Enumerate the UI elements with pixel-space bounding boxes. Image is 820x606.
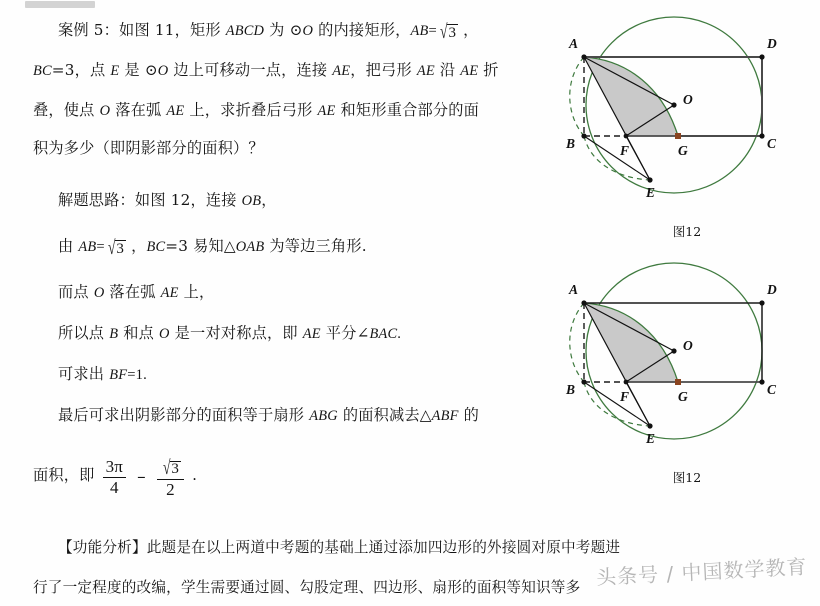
label-F: F bbox=[620, 143, 630, 158]
figure-2-caption: 图12 bbox=[672, 470, 702, 485]
label-G: G bbox=[678, 143, 688, 158]
label-E: E bbox=[646, 431, 656, 446]
text-run: 边上可移动一点，连接 bbox=[168, 61, 333, 79]
text-run: B bbox=[109, 326, 119, 342]
text-run: AE bbox=[166, 103, 185, 119]
text-run: 和矩形重合部分的面 bbox=[335, 101, 480, 119]
text-run: OAB bbox=[235, 239, 265, 255]
label-O: O bbox=[683, 338, 693, 353]
text-run: 的面积减去△ bbox=[337, 406, 432, 424]
text-run: AE bbox=[416, 63, 435, 79]
text-run: ， bbox=[458, 21, 479, 39]
vertex-O bbox=[671, 348, 676, 353]
text-run: E bbox=[110, 63, 120, 79]
text-run: AE bbox=[160, 285, 179, 301]
text-run: =3 易知△ bbox=[165, 237, 236, 255]
text-run: . bbox=[397, 326, 402, 342]
text-run: OB bbox=[241, 193, 262, 209]
vertex-A bbox=[581, 300, 586, 305]
problem-line-4 bbox=[33, 140, 264, 157]
text-run: BC bbox=[33, 63, 52, 79]
solution-line-3 bbox=[58, 284, 214, 302]
analysis-line-2: 行了一定程度的改编，学生需要通过圆、勾股定理、四边形、扇形的面积等知识等多 bbox=[33, 579, 581, 596]
label-E: E bbox=[646, 185, 656, 200]
label-B: B bbox=[566, 136, 576, 151]
solution-line-1 bbox=[58, 192, 277, 210]
analysis-block bbox=[0, 512, 820, 606]
label-D: D bbox=[767, 282, 777, 297]
text-run: AE bbox=[332, 63, 351, 79]
vertex-C bbox=[759, 379, 764, 384]
problem-line-3 bbox=[33, 102, 479, 120]
text-run: 的 bbox=[458, 406, 480, 424]
text-run: 和点 bbox=[118, 324, 160, 342]
text-run: 由 bbox=[58, 237, 79, 255]
text-run: 落在弧 bbox=[110, 101, 167, 119]
shaded-region-fill bbox=[584, 303, 678, 382]
text-run: O bbox=[99, 103, 111, 119]
fraction-3pi-over-4 bbox=[103, 458, 126, 497]
fraction2-numerator bbox=[157, 457, 184, 479]
segment-FE bbox=[626, 382, 650, 426]
problem-line-2 bbox=[33, 62, 499, 80]
text-run: AB bbox=[78, 239, 97, 255]
sqrt-icon: √3 bbox=[439, 20, 457, 43]
label-O: O bbox=[683, 92, 693, 107]
segment-BE bbox=[584, 382, 650, 426]
text-run: O bbox=[157, 63, 169, 79]
solution-line-5 bbox=[58, 366, 147, 384]
dashed-arc-AB bbox=[570, 57, 584, 136]
text-run: 而点 bbox=[58, 283, 94, 301]
text-run: 为等边三角形. bbox=[264, 237, 367, 255]
text-run: 沿 bbox=[434, 61, 461, 79]
text-run: O bbox=[93, 285, 105, 301]
vertex-A bbox=[581, 54, 586, 59]
text-run: 解题思路：如图 12，连接 bbox=[58, 191, 242, 209]
label-B: B bbox=[566, 382, 576, 397]
final-line-suffix: . bbox=[192, 465, 198, 484]
vertex-O bbox=[671, 102, 676, 107]
vertex-C bbox=[759, 133, 764, 138]
text-run: O bbox=[302, 23, 314, 39]
text-run: 上，求折叠后弓形 bbox=[184, 101, 318, 119]
solution-line-4 bbox=[58, 325, 401, 343]
text-run: ，把弓形 bbox=[350, 61, 417, 79]
text-run: AE bbox=[460, 63, 479, 79]
text-run: ， bbox=[261, 191, 277, 209]
vertex-D bbox=[759, 300, 764, 305]
final-line-prefix: 面积，即 bbox=[33, 465, 95, 484]
figure-1-svg bbox=[556, 0, 818, 228]
minus-operator: – bbox=[137, 466, 146, 487]
vertex-B bbox=[581, 379, 586, 384]
text-run: 案例 5：如图 11，矩形 bbox=[58, 21, 226, 39]
label-A: A bbox=[569, 282, 579, 297]
text-run: AE bbox=[317, 103, 336, 119]
text-run: = bbox=[428, 23, 437, 39]
figure-diagram-2 bbox=[556, 246, 818, 492]
text-run: 平分∠ bbox=[320, 324, 370, 342]
text-run: 所以点 bbox=[58, 324, 110, 342]
vertex-G-marker bbox=[675, 133, 681, 139]
label-C: C bbox=[767, 136, 777, 151]
figure-diagram-1 bbox=[556, 0, 818, 246]
text-run: 落在弧 bbox=[104, 283, 161, 301]
label-C: C bbox=[767, 382, 777, 397]
text-run: 可求出 bbox=[58, 365, 110, 383]
text-run: =3，点 bbox=[51, 61, 111, 79]
text-run: BC bbox=[146, 239, 166, 255]
fraction1-denominator: 4 bbox=[109, 478, 119, 498]
sqrt-icon: √3 bbox=[107, 236, 125, 259]
text-run: = bbox=[96, 239, 105, 255]
vertex-D bbox=[759, 54, 764, 59]
vertex-E bbox=[647, 423, 652, 428]
text-run: AB bbox=[410, 23, 429, 39]
text-run: 是 ⊙ bbox=[119, 61, 158, 79]
fraction2-denominator: 2 bbox=[166, 479, 175, 499]
solution-line-6 bbox=[58, 407, 479, 425]
text-run: ABG bbox=[309, 408, 338, 424]
figure-2-svg bbox=[556, 246, 818, 474]
text-run: 折 bbox=[478, 61, 499, 79]
text-run: 的内接矩形， bbox=[313, 21, 411, 39]
text-run: =1. bbox=[127, 367, 147, 383]
vertex-F bbox=[624, 134, 629, 139]
analysis-line-1: 【功能分析】此题是在以上两道中考题的基础上通过添加四边形的外接圆对原中考题进 bbox=[58, 539, 621, 556]
text-run: BF bbox=[109, 367, 128, 383]
text-run: 叠，使点 bbox=[33, 101, 100, 119]
text-run: 最后可求出阴影部分的面积等于扇形 bbox=[58, 406, 310, 424]
text-run: 积为多少（即阴影部分的面积）？ bbox=[33, 139, 264, 157]
solution-line-2 bbox=[58, 238, 367, 258]
watermark: 头条号 / 中国数学教育 bbox=[595, 554, 809, 590]
sqrt-icon: √3 bbox=[162, 456, 180, 479]
segment-FE bbox=[626, 136, 650, 180]
label-G: G bbox=[678, 389, 688, 404]
text-run: AE bbox=[302, 326, 321, 342]
fraction-sqrt3-over-2 bbox=[157, 457, 184, 499]
text-run: O bbox=[159, 326, 170, 342]
vertex-F bbox=[624, 380, 629, 385]
text-run: ， bbox=[126, 237, 147, 255]
text-run: 为 ⊙ bbox=[264, 21, 303, 39]
label-A: A bbox=[569, 36, 579, 51]
solution-final-line bbox=[33, 455, 197, 497]
vertex-G-marker bbox=[675, 379, 681, 385]
text-run: 是一对对称点，即 bbox=[169, 324, 303, 342]
label-F: F bbox=[620, 389, 630, 404]
label-D: D bbox=[767, 36, 777, 51]
dashed-arc-AB bbox=[570, 303, 584, 382]
text-run: 上， bbox=[178, 283, 215, 301]
text-run: BAC bbox=[369, 326, 398, 342]
text-run: ABCD bbox=[225, 23, 265, 39]
problem-line-1 bbox=[58, 22, 479, 42]
shaded-region-fill bbox=[584, 57, 678, 136]
vertex-B bbox=[581, 133, 586, 138]
vertex-E bbox=[647, 177, 652, 182]
fraction1-numerator: 3π bbox=[105, 457, 124, 477]
figure-1-caption: 图12 bbox=[672, 224, 702, 239]
text-run: ABF bbox=[431, 408, 459, 424]
segment-BE bbox=[584, 136, 650, 180]
